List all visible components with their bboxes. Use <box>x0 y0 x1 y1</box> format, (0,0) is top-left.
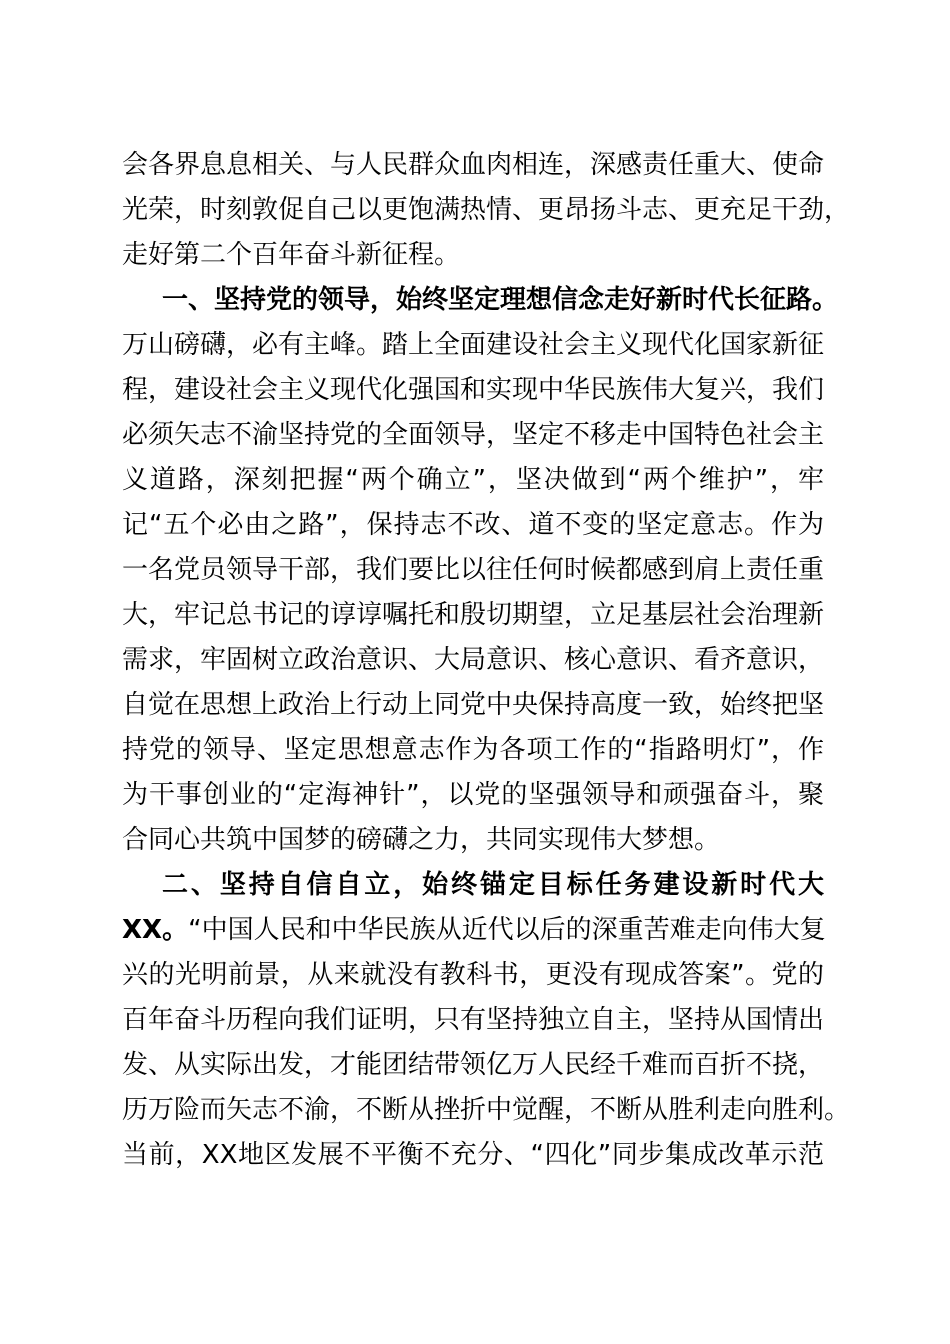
text-line: 光荣，时刻敦促自己以更饱满热情、更昂扬斗志、更充足干劲， <box>122 195 851 225</box>
text-line: 必须矢志不渝坚持党的全面领导，坚定不移走中国特色社会主 <box>122 420 825 450</box>
text-line <box>122 908 824 953</box>
text-line: 兴的光明前景，从来就没有教科书，更没有现成答案”。党的 <box>122 960 824 990</box>
section-heading-2: 二、坚持自信自立，始终锚定目标任务建设新时代大 <box>162 870 824 900</box>
text-line: 发、从实际出发，才能团结带领亿万人民经千难而百折不挠， <box>122 1050 825 1080</box>
text-line: 大，牢记总书记的谆谆嘱托和殷切期望，立足基层社会治理新 <box>122 600 825 630</box>
text-span: “中国人民和中华民族从近代以后的深重苦难走向伟大复 <box>188 915 826 945</box>
text-line: 当前，XX地区发展不平衡不充分、“四化”同步集成改革示范 <box>122 1140 824 1170</box>
document-body <box>122 143 851 1178</box>
section-heading-1: 一、坚持党的领导，始终坚定理想信念走好新时代长征路。 <box>162 285 839 315</box>
text-line: 持党的领导、坚定思想意志作为各项工作的“指路明灯”，作 <box>122 735 824 765</box>
text-line: 走好第二个百年奋斗新征程。 <box>122 240 461 270</box>
text-line: 会各界息息相关、与人民群众血肉相连，深感责任重大、使命 <box>122 150 825 180</box>
text-line: 需求，牢固树立政治意识、大局意识、核心意识、看齐意识， <box>122 645 825 675</box>
text-line: 义道路，深刻把握“两个确立”，坚决做到“两个维护”，牢 <box>122 465 824 495</box>
section-heading-2-cont: XX。 <box>122 915 189 945</box>
text-line: 百年奋斗历程向我们证明，只有坚持独立自主，坚持从国情出 <box>122 1005 825 1035</box>
text-line: 合同心共筑中国梦的磅礴之力，共同实现伟大梦想。 <box>122 825 721 855</box>
text-line: 为干事创业的“定海神针”，以党的坚强领导和顽强奋斗，聚 <box>122 780 824 810</box>
text-line: 历万险而矢志不渝，不断从挫折中觉醒，不断从胜利走向胜利。 <box>122 1095 851 1125</box>
text-line: 一名党员领导干部，我们要比以往任何时候都感到肩上责任重 <box>122 555 825 585</box>
text-line: 记“五个必由之路”，保持志不改、道不变的坚定意志。作为 <box>122 510 824 540</box>
text-line: 自觉在思想上政治上行动上同党中央保持高度一致，始终把坚 <box>122 690 825 720</box>
text-line: 万山磅礴，必有主峰。踏上全面建设社会主义现代化国家新征 <box>122 330 825 360</box>
text-line: 程，建设社会主义现代化强国和实现中华民族伟大复兴，我们 <box>122 375 825 405</box>
